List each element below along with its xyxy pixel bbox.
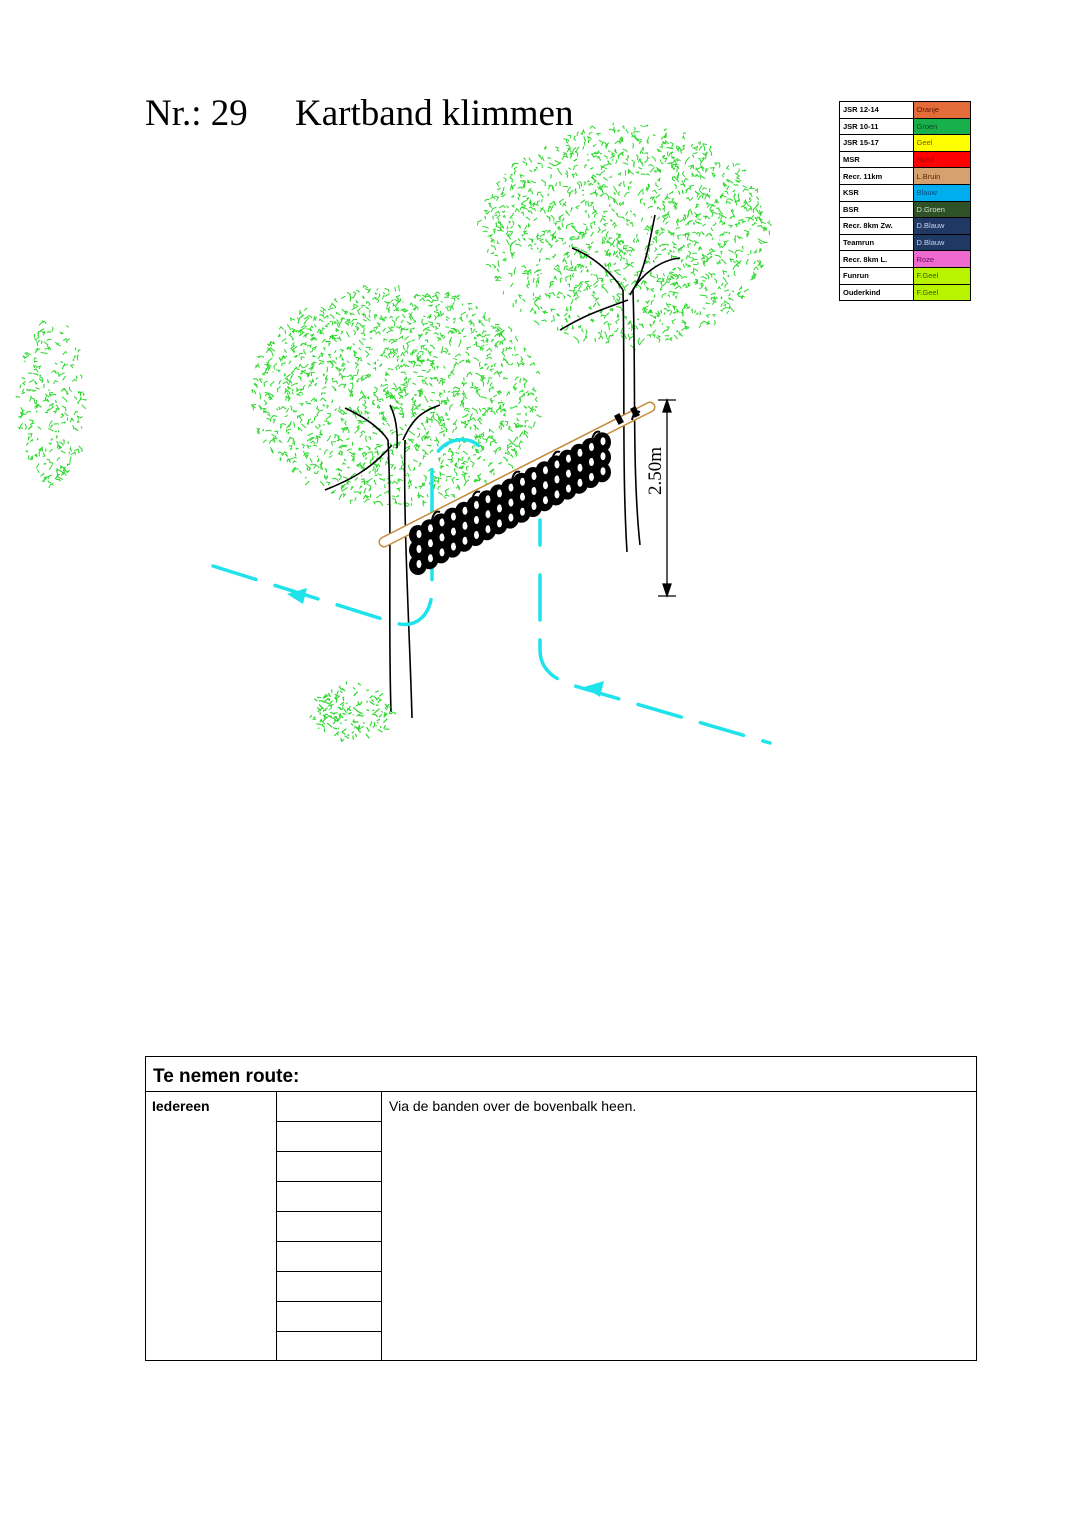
legend-route-label: JSR 12-14 [840,102,914,119]
legend-route-label: Funrun [840,267,914,284]
route-box [277,1182,381,1212]
legend-color-swatch: Roze [913,251,970,268]
route-box [277,1122,381,1152]
route-box [277,1092,381,1122]
legend-color-swatch: D.Blauw [913,218,970,235]
route-description: Via de banden over de bovenbalk heen. [389,1098,637,1114]
route-who: Iedereen [146,1092,277,1360]
route-checkboxes [277,1092,382,1360]
route-box [277,1272,381,1302]
legend-route-label: Recr. 8km L. [840,251,914,268]
legend-color-swatch: D.Blauw [913,234,970,251]
route-heading: Te nemen route: [146,1057,976,1092]
legend-color-swatch: Oranje [913,102,970,119]
height-label: 2.50m [645,446,666,495]
route-box [277,1242,381,1272]
height-dimension [658,400,676,596]
tree-trunks [325,215,680,718]
tyre [593,462,611,482]
legend-route-label: JSR 15-17 [840,135,914,152]
obstacle-title: Kartband klimmen [295,93,574,134]
legend-route-label: Teamrun [840,234,914,251]
legend-color-swatch: Rood [913,151,970,168]
legend-route-label: Recr. 8km Zw. [840,218,914,235]
legend-route-label: Recr. 11km [840,168,914,185]
route-box [277,1302,381,1332]
bush [310,682,396,742]
legend-route-label: BSR [840,201,914,218]
legend-color-swatch: F.Geel [913,267,970,284]
legend-color-swatch: Geel [913,135,970,152]
route-table [145,1056,977,1361]
legend-color-swatch: L.Bruin [913,168,970,185]
legend-route-label: KSR [840,184,914,201]
route-box [277,1332,381,1362]
route-box [277,1212,381,1242]
legend-color-swatch: D.Groen [913,201,970,218]
route-box [277,1152,381,1182]
legend-route-label: MSR [840,151,914,168]
obstacle-number: Nr.: 29 [145,93,248,134]
legend-route-label: Ouderkind [840,284,914,301]
legend-color-swatch: Blauw [913,184,970,201]
legend-color-swatch: Groen [913,118,970,135]
legend-route-label: JSR 10-11 [840,118,914,135]
legend-color-swatch: F.Geel [913,284,970,301]
